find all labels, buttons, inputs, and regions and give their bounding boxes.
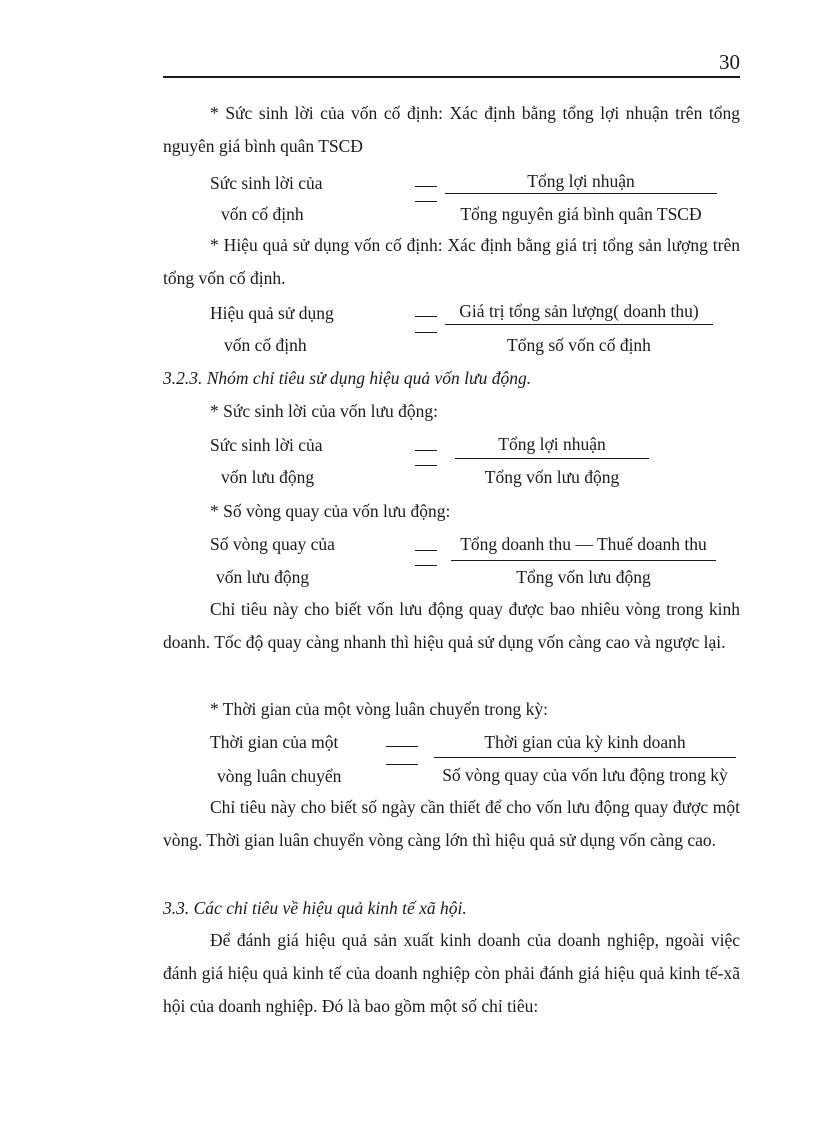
formula-label-line1: Sức sinh lời của xyxy=(210,173,323,193)
equals-sign xyxy=(386,746,418,747)
section-heading-3-3: 3.3. Các chỉ tiêu về hiệu quả kinh tế xã hội. xyxy=(163,898,467,918)
fraction-bar xyxy=(445,193,717,194)
bullet-working-capital-turnover: * Số vòng quay của vốn lưu động: xyxy=(210,501,451,521)
paragraph-turnover-explanation: Chỉ tiêu này cho biết vốn lưu động quay được bao nhiêu vòng trong kinh doanh. Tốc độ quay càng nhanh thì hiệu quả sử dụng vốn càng cao và ngược lại. xyxy=(163,599,740,652)
formula-numerator: Thời gian của kỳ kinh doanh xyxy=(484,732,686,752)
page-number: 30 xyxy=(719,50,740,74)
bullet-working-capital-profitability: * Sức sinh lời của vốn lưu động: xyxy=(210,401,439,421)
formula-numerator: Tổng doanh thu — Thuế doanh thu xyxy=(460,534,707,554)
equals-sign xyxy=(415,201,437,202)
equals-sign xyxy=(415,332,437,333)
formula-label-line1: Hiệu quả sử dụng xyxy=(210,303,334,323)
formula-label-line2: vốn cố định xyxy=(221,204,304,224)
formula-numerator: Tổng lợi nhuận xyxy=(498,434,606,454)
equals-sign xyxy=(415,186,437,187)
equals-sign xyxy=(415,450,437,451)
paragraph-fixed-capital-efficiency: * Hiệu quả sử dụng vốn cố định: Xác định bằng giá trị tổng sản lượng trên tổng vốn cố định. xyxy=(163,235,740,288)
section-heading-3-2-3: 3.2.3. Nhóm chỉ tiêu sử dụng hiệu quả vốn lưu động. xyxy=(163,368,532,388)
formula-numerator: Giá trị tổng sản lượng( doanh thu) xyxy=(459,301,699,321)
formula-label-line2: vốn cố định xyxy=(224,335,307,355)
fraction-bar xyxy=(455,458,649,459)
fraction-bar xyxy=(434,757,736,758)
paragraph-rotation-explanation: Chỉ tiêu này cho biết số ngày cần thiết để cho vốn lưu động quay được một vòng. Thời gian luân chuyển vòng càng lớn thì hiệu quả sử dụng vốn càng cao. xyxy=(163,797,740,850)
fraction-bar xyxy=(451,560,716,561)
equals-sign xyxy=(386,764,418,765)
formula-label-line1: Thời gian của một xyxy=(210,732,339,752)
paragraph-fixed-capital-profitability: * Sức sinh lời của vốn cố định: Xác định bằng tổng lợi nhuận trên tổng nguyên giá bình quân TSCĐ xyxy=(163,103,740,156)
formula-label-line1: Sức sinh lời của xyxy=(210,435,323,455)
formula-denominator: Tổng vốn lưu động xyxy=(516,567,651,587)
bullet-rotation-time: * Thời gian của một vòng luân chuyển trong kỳ: xyxy=(210,699,548,719)
formula-label-line1: Số vòng quay của xyxy=(210,534,335,554)
paragraph-socio-economic: Để đánh giá hiệu quả sản xuất kinh doanh của doanh nghiệp, ngoài việc đánh giá hiệu quả kinh tế của doanh nghiệp còn phải đánh giá hiệu quả kinh tế-xã hội của doanh nghiệp. Đó là bao gồm một số chỉ tiêu: xyxy=(163,930,740,1016)
equals-sign xyxy=(415,465,437,466)
header-rule xyxy=(163,76,740,78)
equals-sign xyxy=(415,565,437,566)
formula-numerator: Tổng lợi nhuận xyxy=(527,171,635,191)
formula-label-line2: vòng luân chuyển xyxy=(217,766,342,786)
fraction-bar xyxy=(445,324,713,325)
formula-denominator: Số vòng quay của vốn lưu động trong kỳ xyxy=(442,765,728,785)
formula-denominator: Tổng vốn lưu động xyxy=(484,467,620,487)
formula-label-line2: vốn lưu động xyxy=(216,567,310,587)
formula-label-line2: vốn lưu động xyxy=(221,467,315,487)
formula-denominator: Tổng số vốn cố định xyxy=(507,335,651,355)
equals-sign xyxy=(415,316,437,317)
equals-sign xyxy=(415,550,437,551)
formula-denominator: Tổng nguyên giá bình quân TSCĐ xyxy=(460,204,702,224)
